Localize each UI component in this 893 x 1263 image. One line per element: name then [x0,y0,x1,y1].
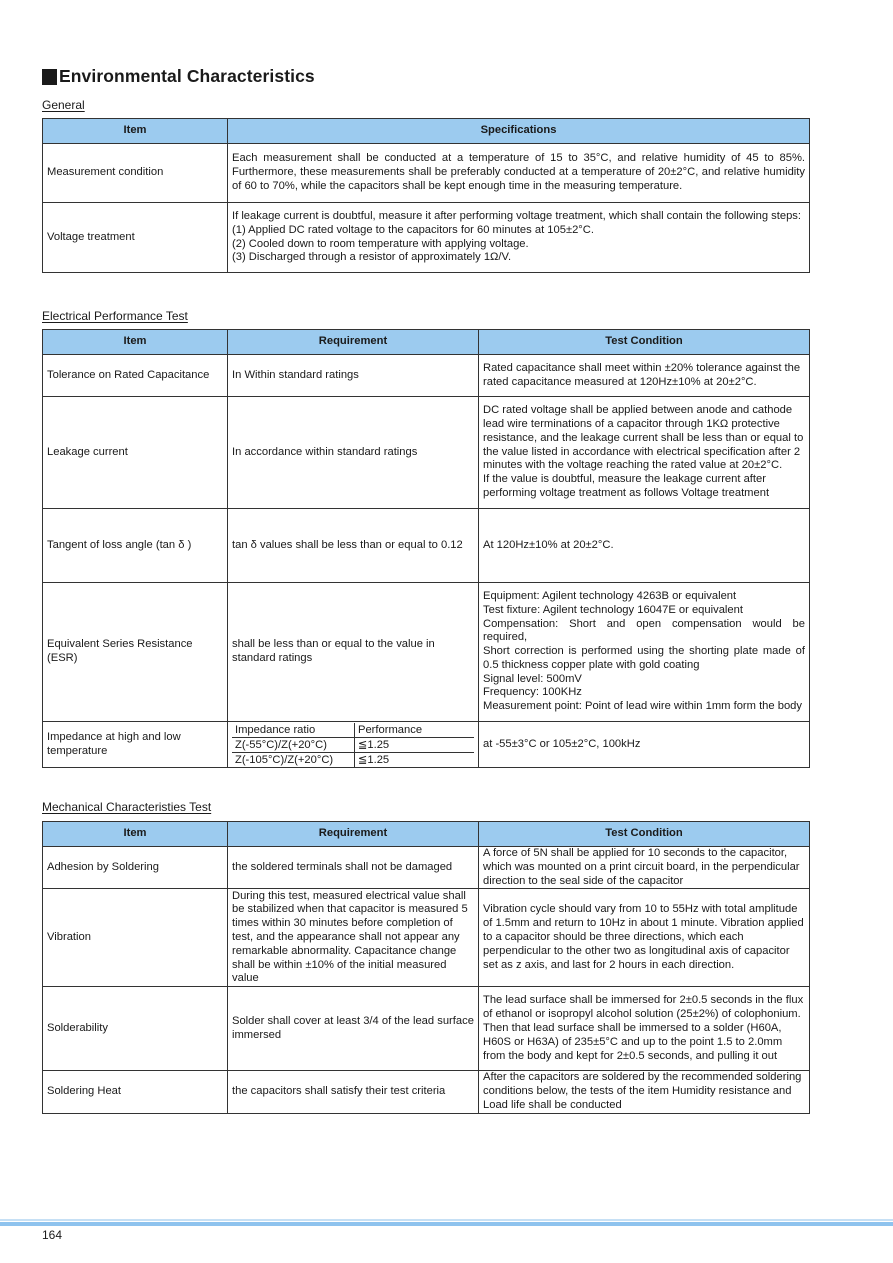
row-item: Tolerance on Rated Capacitance [43,355,228,397]
impedance-header-row [232,723,474,738]
impedance-performance: ≦1.25 [355,752,475,767]
general-table-header [43,119,810,144]
row-item: Voltage treatment [43,203,228,273]
table-row [43,1071,810,1113]
table-row [43,144,810,203]
table-row [43,583,810,722]
row-condition: Vibration cycle should vary from 10 to 55Hz with total amplitude of 1.5mm and return to 10Hz in about 1 minute. Vibration applied to a capacitor should be three directions, which each perpendicular to the other two as longitudinal axis of capacitor set as z axis, and last for 2 hours in each direction. [479,889,810,987]
table-row [43,987,810,1071]
row-condition: at -55±3°C or 105±2°C, 100kHz [479,722,810,768]
impedance-performance: ≦1.25 [355,737,475,752]
row-condition [479,583,810,722]
header-item: Item [43,119,228,144]
row-item: Solderability [43,987,228,1071]
impedance-ratio: Z(-55°C)/Z(+20°C) [232,737,355,752]
row-item: Leakage current [43,397,228,509]
row-condition: The lead surface shall be immersed for 2±0.5 seconds in the flux of ethanol or isopropyl alcohol solution (25±2%) of colophonium. Then that lead surface shall be immersed to a solder (H60A, H60S or H63A) of 235±5°C and up to the point 1.5 to 2.0mm from the body and kept for 2±0.5 seconds, and pulling it out [479,987,810,1071]
row-requirement: tan δ values shall be less than or equal to 0.12 [228,509,479,583]
row-item: Vibration [43,889,228,987]
row-requirement: Solder shall cover at least 3/4 of the lead surface immersed [228,987,479,1071]
spec-line: (3) Discharged through a resistor of approximately 1Ω/V. [232,251,512,264]
row-item: Tangent of loss angle (tan δ ) [43,509,228,583]
page-number: 164 [42,1228,63,1242]
row-requirement: In accordance within standard ratings [228,397,479,509]
row-condition: At 120Hz±10% at 20±2°C. [479,509,810,583]
condition-line: Signal level: 500mV [483,672,582,685]
header-requirement: Requirement [228,822,479,847]
condition-line: Frequency: 100KHz [483,686,582,699]
page-title-text: Environmental Characteristics [59,66,315,86]
row-item: Equivalent Series Resistance (ESR) [43,583,228,722]
impedance-table [232,723,474,767]
performance-header: Performance [358,723,423,736]
condition-line: DC rated voltage shall be applied between anode and cathode lead wire terminations of a capacitor through 1KΩ protective resistance, and the leakage current shall be less than or equal to the value listed in accordance with electrical specification after 2 minutes with the voltage reaching the rated value at 20±2°C. [483,404,804,472]
row-spec [228,203,810,273]
footer-band [0,1219,893,1226]
electrical-section-label: Electrical Performance Test [42,309,188,323]
row-item: Soldering Heat [43,1071,228,1113]
row-requirement: the soldered terminals shall not be damaged [228,847,479,889]
condition-line: Compensation: Short and open compensation would be required, [483,617,805,644]
mechanical-section-label: Mechanical Characteristies Test [42,800,212,814]
table-row [43,847,810,889]
table-row [43,203,810,273]
electrical-table-header [43,330,810,355]
row-item: Measurement condition [43,144,228,203]
spec-line: If leakage current is doubtful, measure it after performing voltage treatment, which shall contain the following steps: [232,209,801,222]
table-row [43,355,810,397]
electrical-table [42,329,810,768]
row-condition: Rated capacitance shall meet within ±20% tolerance against the rated capacitance measured at 120Hz±10% at 20±2°C. [479,355,810,397]
row-requirement: In Within standard ratings [228,355,479,397]
table-row [43,397,810,509]
row-requirement: the capacitors shall satisfy their test criteria [228,1071,479,1113]
page-title [42,66,315,87]
header-item: Item [43,330,228,355]
general-table [42,118,810,273]
condition-line: Measurement point: Point of lead wire within 1mm form the body [483,700,802,713]
row-requirement: shall be less than or equal to the value in standard ratings [228,583,479,722]
table-row [43,722,810,768]
row-condition: After the capacitors are soldered by the recommended soldering conditions below, the tests of the item Humidity resistance and Load life shall be conducted [479,1071,810,1113]
condition-line: If the value is doubtful, measure the leakage current after performing voltage treatment as follows Voltage treatment [483,473,770,499]
header-test-condition: Test Condition [479,330,810,355]
header-item: Item [43,822,228,847]
spec-line: (2) Cooled down to room temperature with applying voltage. [232,237,529,250]
general-section-label: General [42,98,85,112]
row-item: Adhesion by Soldering [43,847,228,889]
table-row [43,889,810,987]
impedance-row [232,737,474,752]
row-spec: Each measurement shall be conducted at a temperature of 15 to 35°C, and relative humidity of 45 to 85%. Furthermore, these measurements shall be preferably conducted at a temperature of 20±2°C, and relative humidity of 60 to 70%, while the capacitors shall be kept enough time in the measuring temperature. [228,144,810,203]
impedance-row [232,752,474,767]
row-requirement: During this test, measured electrical value shall be stabilized when that capacitor is measured 5 times within 30 minutes before completion of test, and the appearance shall not appear any remarkable abnormality. Capacitance change shall be within ±10% of the initial measured value [228,889,479,987]
row-item: Impedance at high and low temperature [43,722,228,768]
mechanical-table-header [43,822,810,847]
mechanical-table [42,821,810,1114]
condition-line: Short correction is performed using the shorting plate made of 0.5 thickness copper plate with gold coating [483,645,805,671]
condition-line: Test fixture: Agilent technology 16047E or equivalent [483,603,743,616]
row-condition [479,397,810,509]
row-condition: A force of 5N shall be applied for 10 seconds to the capacitor, which was mounted on a print circuit board, in the perpendicular direction to the seal side of the capacitor [479,847,810,889]
impedance-ratio: Z(-105°C)/Z(+20°C) [232,752,355,767]
condition-line: Equipment: Agilent technology 4263B or equivalent [483,589,737,602]
table-row [43,509,810,583]
spec-line: (1) Applied DC rated voltage to the capacitors for 60 minutes at 105±2°C. [232,223,594,236]
impedance-cell [228,722,479,768]
header-specifications: Specifications [228,119,810,144]
header-requirement: Requirement [228,330,479,355]
header-test-condition: Test Condition [479,822,810,847]
title-square-icon [42,69,57,85]
impedance-ratio-header: Impedance ratio [232,723,355,738]
